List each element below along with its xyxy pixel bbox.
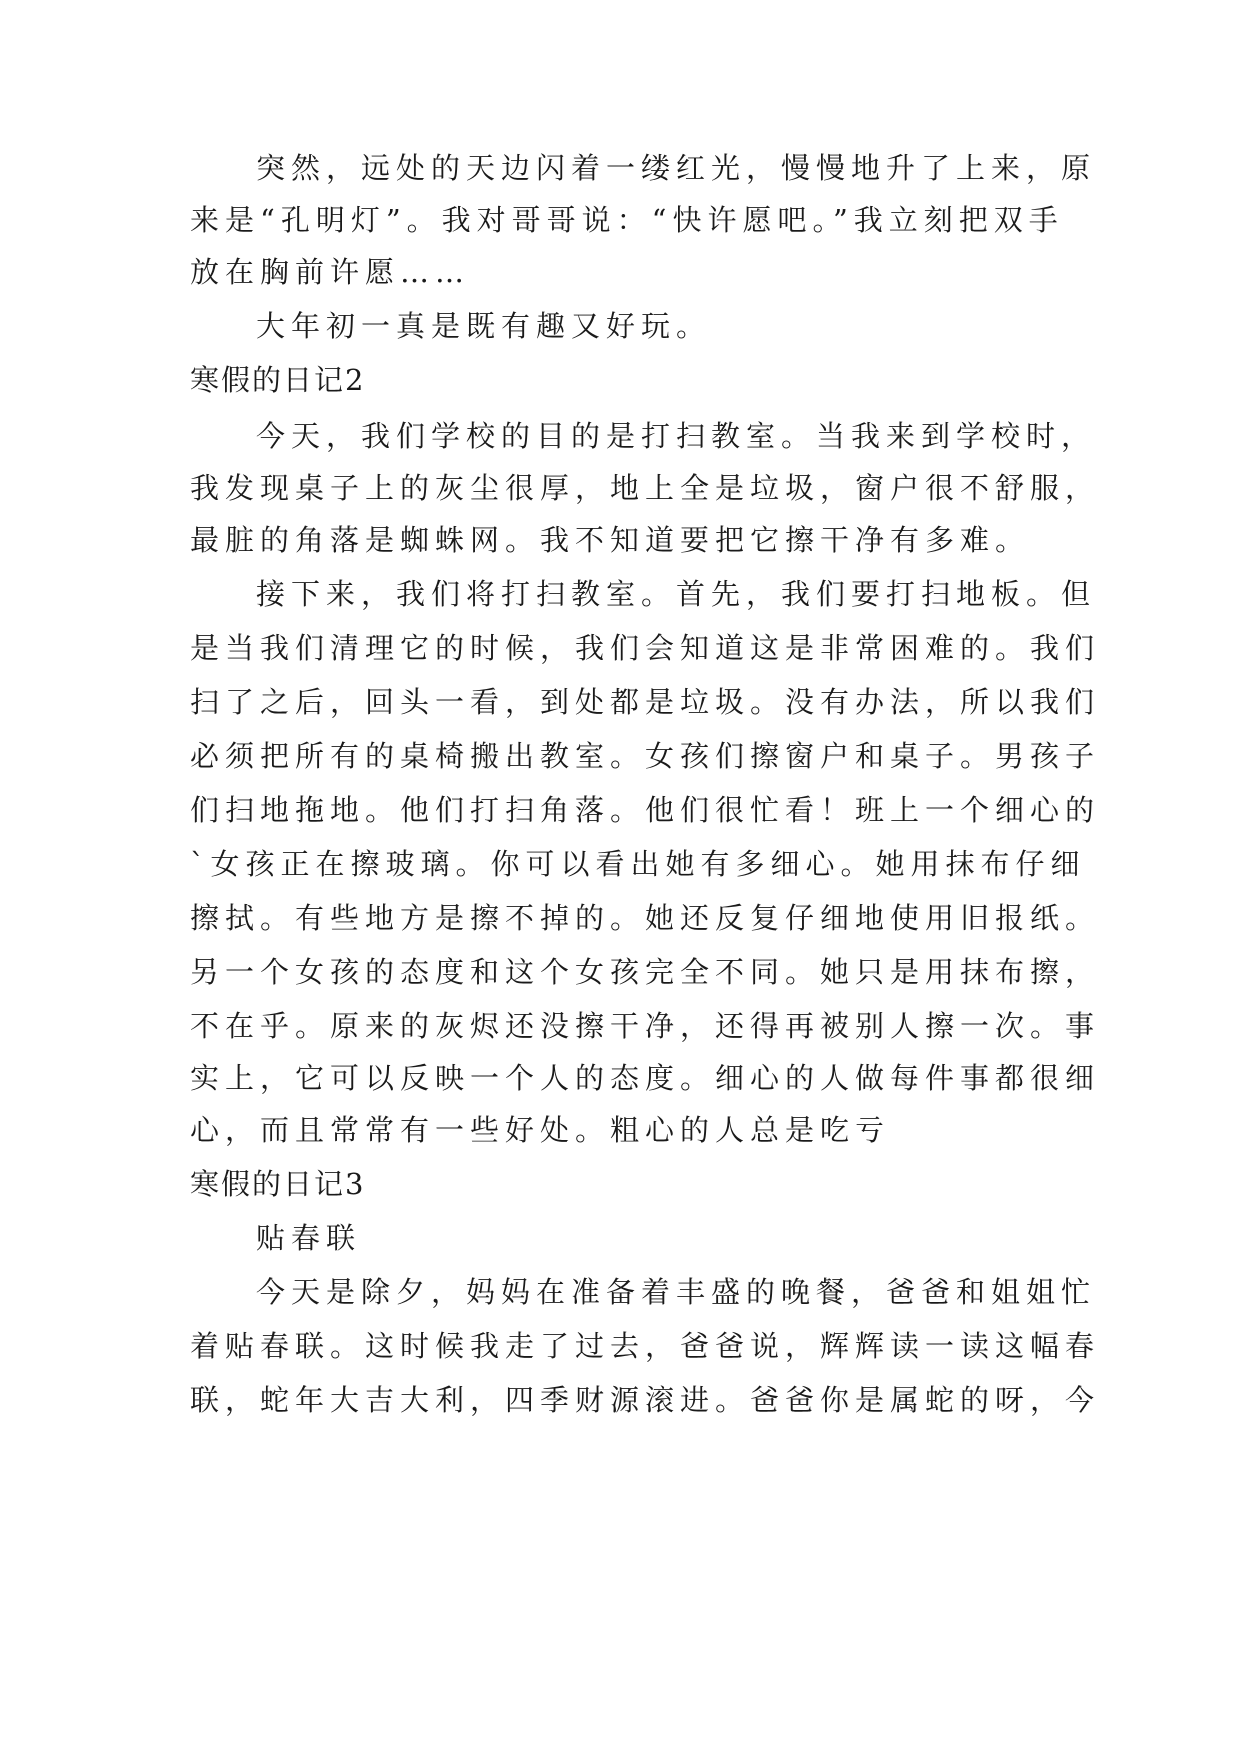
paragraph-line: 大年初一真是既有趣又好玩。	[256, 309, 712, 343]
paragraph-line: 实上，它可以反映一个人的态度。细心的人做每件事都很细	[190, 1061, 1101, 1095]
paragraph-line: 扫了之后，回头一看，到处都是垃圾。没有办法，所以我们	[190, 685, 1101, 719]
paragraph-line: 突然，远处的天边闪着一缕红光，慢慢地升了上来，原	[256, 151, 1097, 185]
paragraph-line: 今天，我们学校的目的是打扫教室。当我来到学校时，	[256, 419, 1097, 453]
paragraph-line: `女孩正在擦玻璃。你可以看出她有多细心。她用抹布仔细	[190, 847, 1086, 881]
paragraph-line: 着贴春联。这时候我走了过去，爸爸说，辉辉读一读这幅春	[190, 1329, 1101, 1363]
paragraph-line: 另一个女孩的态度和这个女孩完全不同。她只是用抹布擦，	[190, 955, 1101, 989]
paragraph-line: 来是“孔明灯”。我对哥哥说：“快许愿吧。”我立刻把双手	[190, 203, 1064, 237]
paragraph-line: 心，而且常常有一些好处。粗心的人总是吃亏	[190, 1113, 891, 1147]
paragraph-line: 不在乎。原来的灰烬还没擦干净，还得再被别人擦一次。事	[190, 1009, 1101, 1043]
paragraph-line: 接下来，我们将打扫教室。首先，我们要打扫地板。但	[256, 577, 1097, 611]
paragraph-line: 我发现桌子上的灰尘很厚，地上全是垃圾，窗户很不舒服，	[190, 471, 1101, 505]
paragraph-line: 放在胸前许愿……	[190, 255, 471, 289]
paragraph-line: 擦拭。有些地方是擦不掉的。她还反复仔细地使用旧报纸。	[190, 901, 1101, 935]
paragraph-line: 必须把所有的桌椅搬出教室。女孩们擦窗户和桌子。男孩子	[190, 739, 1101, 773]
paragraph-line: 们扫地拖地。他们打扫角落。他们很忙看！班上一个细心的	[190, 793, 1101, 827]
section-heading: 寒假的日记3	[190, 1167, 366, 1201]
paragraph-line: 最脏的角落是蜘蛛网。我不知道要把它擦干净有多难。	[190, 523, 1031, 557]
paragraph-line: 是当我们清理它的时候，我们会知道这是非常困难的。我们	[190, 631, 1101, 665]
paragraph-line: 联，蛇年大吉大利，四季财源滚进。爸爸你是属蛇的呀，今	[190, 1383, 1101, 1417]
section-heading: 寒假的日记2	[190, 363, 366, 397]
paragraph-line: 贴春联	[256, 1221, 362, 1255]
paragraph-line: 今天是除夕，妈妈在准备着丰盛的晚餐，爸爸和姐姐忙	[256, 1275, 1097, 1309]
